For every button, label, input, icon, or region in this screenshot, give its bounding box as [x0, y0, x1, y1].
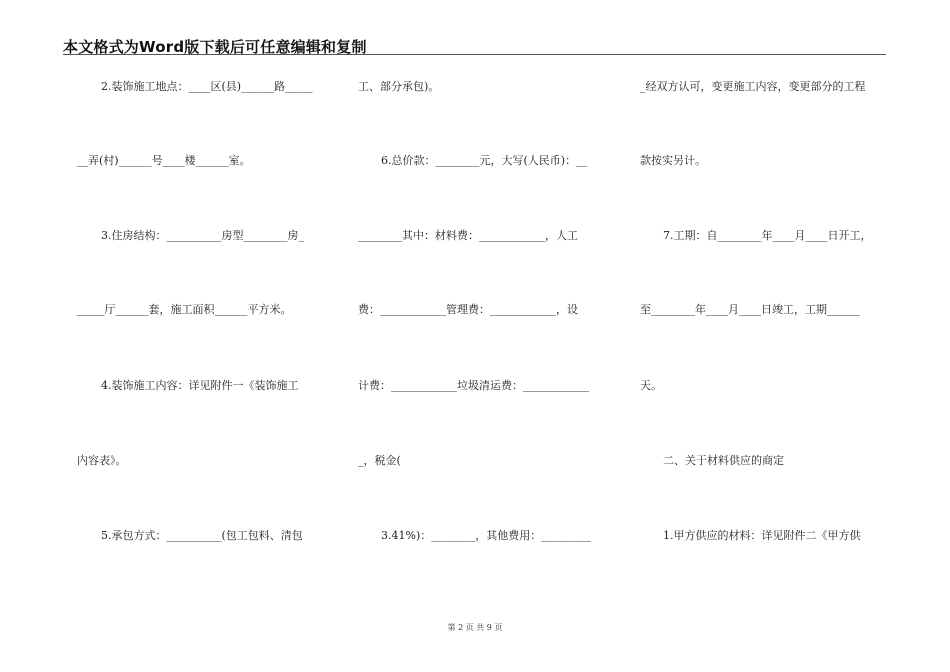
header-rule — [63, 54, 886, 55]
col1-line-6: 内容表》。 — [77, 454, 127, 467]
col1-line-4: _____厅______套，施工面积______平方米。 — [77, 303, 292, 316]
col1-line-7: 5.承包方式：__________(包工包料、清包 — [101, 529, 303, 542]
col1-line-2: __弄(村)______号____楼______室。 — [77, 154, 251, 167]
col1-line-5: 4.装饰施工内容：详见附件一《装饰施工 — [101, 379, 299, 392]
col2-line-7: 3.41%)：________，其他费用：_________ — [381, 529, 591, 542]
col3-line-7: 1.甲方供应的材料：详见附件二《甲方供 — [663, 529, 861, 542]
col2-line-6: _，税金( — [358, 454, 401, 467]
col2-line-4: 费：____________管理费：____________，设 — [358, 303, 578, 316]
col2-line-1: 工、部分承包)。 — [358, 80, 440, 93]
page-header-title: 本文格式为Word版下载后可任意编辑和复制 — [63, 38, 367, 56]
col2-line-5: 计费：____________垃圾清运费：____________ — [358, 379, 589, 392]
col2-line-3: ________其中：材料费：____________，人工 — [358, 229, 578, 242]
col2-line-2: 6.总价款：________元，大写(人民币)：__ — [381, 154, 588, 167]
col3-line-1: _经双方认可，变更施工内容，变更部分的工程 — [640, 80, 866, 93]
col3-line-5: 天。 — [640, 379, 662, 392]
col1-line-1: 2.装饰施工地点：____区(县)______路_____ — [101, 80, 313, 93]
col3-line-2: 款按实另计。 — [640, 154, 706, 167]
col3-line-3: 7.工期：自________年____月____日开工， — [663, 229, 872, 242]
col1-line-3: 3.住房结构：__________房型________房_ — [101, 229, 304, 242]
page-number-footer: 第 2 页 共 9 页 — [447, 623, 503, 632]
col3-line-6: 二、关于材料供应的商定 — [663, 454, 784, 467]
col3-line-4: 至________年____月____日竣工，工期______ — [640, 303, 860, 316]
